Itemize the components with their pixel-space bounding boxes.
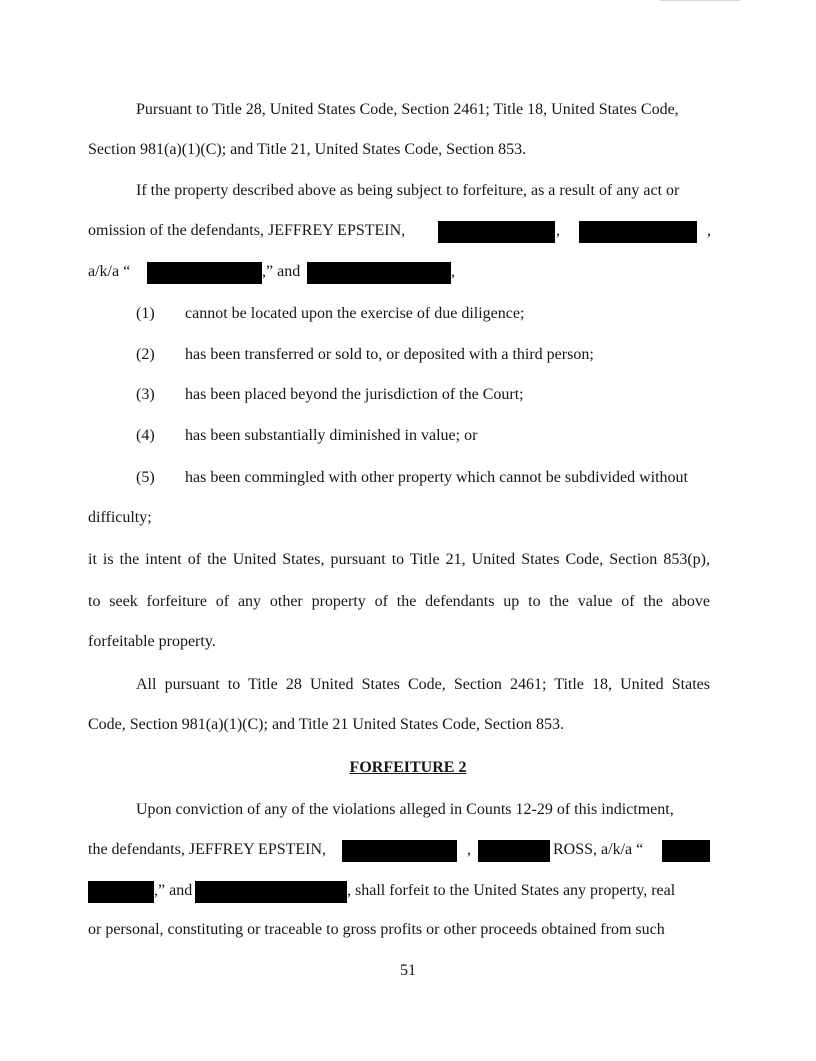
comma: , (556, 222, 560, 239)
list-item-text: has been substantially diminished in value; or (185, 427, 478, 444)
paragraph-2-line-3 (88, 262, 710, 282)
paragraph-1-line-2: Section 981(a)(1)(C); and Title 21, United States Code, Section 853. (88, 141, 527, 158)
redaction-box (662, 840, 710, 862)
list-item-text: has been commingled with other property which cannot be subdivided without (185, 469, 688, 486)
paragraph-5-line-4: or personal, constituting or traceable to gross profits or other proceeds obtained from such (88, 921, 665, 938)
page-number: 51 (400, 962, 416, 979)
redaction-box (88, 881, 154, 903)
paragraph-5-line-1: Upon conviction of any of the violations alleged in Counts 12-29 of this indictment, (136, 801, 674, 818)
comma: , (451, 263, 455, 280)
paragraph-4-line-2: Code, Section 981(a)(1)(C); and Title 21 United States Code, Section 853. (88, 716, 564, 733)
paragraph-3-line-3: forfeitable property. (88, 633, 216, 650)
and-text: ,” and (262, 263, 301, 280)
paragraph-5-line-2 (88, 840, 710, 860)
and-text: ,” and (154, 882, 193, 899)
list-item-number: (1) (136, 305, 155, 322)
paragraph-1-line-1: Pursuant to Title 28, United States Code, Section 2461; Title 18, United States Code, (136, 101, 679, 118)
list-item-number: (2) (136, 346, 155, 363)
ross-aka-text: ROSS, a/k/a “ (553, 841, 644, 858)
paragraph-2-line-1: If the property described above as being subject to forfeiture, as a result of any act or (136, 182, 680, 199)
paragraph-4-line-1: All pursuant to Title 28 United States Code, Section 2461; Title 18, United States (136, 676, 710, 693)
list-item-number: (4) (136, 427, 155, 444)
section-heading: FORFEITURE 2 (349, 759, 467, 776)
list-item-text: has been placed beyond the jurisdiction of the Court; (185, 386, 524, 403)
comma: , (467, 841, 471, 858)
list-item-number: (5) (136, 469, 155, 486)
redaction-box (579, 221, 697, 243)
list-item-text: cannot be located upon the exercise of due diligence; (185, 305, 525, 322)
redaction-box (307, 262, 451, 284)
defendants-text: the defendants, JEFFREY EPSTEIN, (88, 841, 327, 858)
redaction-box (195, 881, 347, 903)
list-item-continuation: difficulty; (88, 509, 152, 526)
paragraph-3-line-1: it is the intent of the United States, pursuant to Title 21, United States Code, Section 853(p), (88, 551, 710, 568)
redaction-box (438, 221, 555, 243)
paragraph-3-line-2: to seek forfeiture of any other property of the defendants up to the value of the above (88, 593, 710, 610)
defendants-text: omission of the defendants, JEFFREY EPSTEIN, (88, 222, 406, 239)
list-item-number: (3) (136, 386, 155, 403)
redaction-box (478, 840, 550, 862)
forfeit-text: , shall forfeit to the United States any property, real (347, 882, 676, 899)
scan-artifact-line (660, 0, 740, 1)
aka-text: a/k/a “ (88, 263, 131, 280)
redaction-box (147, 262, 262, 284)
comma: , (707, 222, 711, 239)
paragraph-2-line-2 (88, 221, 710, 241)
redaction-box (342, 840, 457, 862)
list-item-text: has been transferred or sold to, or deposited with a third person; (185, 346, 594, 363)
